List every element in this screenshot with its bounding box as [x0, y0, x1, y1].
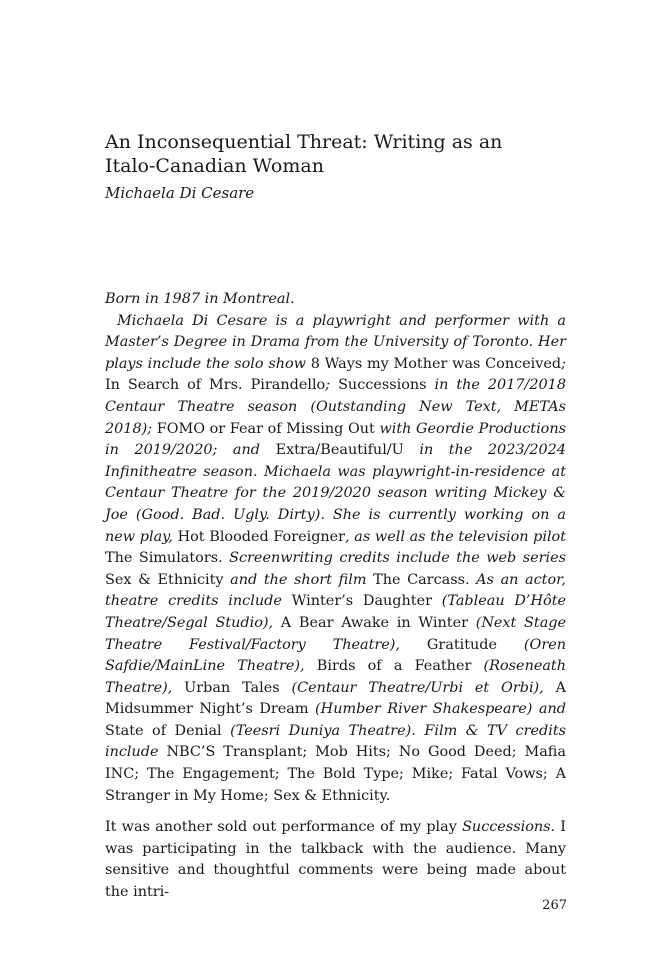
- text-run: (Humber River Shakespeare) and: [308, 701, 566, 718]
- text-run: and the short film: [223, 571, 374, 588]
- text-run: (Oren Safdie/MainLine Theatre),: [105, 636, 566, 675]
- page-number: 267: [542, 898, 567, 913]
- text-run: (Teesri Duniya Theatre). Film & TV credits include: [105, 722, 566, 761]
- text-run: in the 2017/2018 Centaur Theatre season (: [105, 377, 566, 415]
- text-run: A Midsummer Night’s Dream: [105, 679, 566, 718]
- text-run: FOMO or Fear of Missing Out: [156, 420, 375, 437]
- bio-paragraph: [105, 311, 566, 808]
- text-run: It was another sold out performance of my play: [105, 819, 463, 835]
- text-run: , as well as the television pilot: [345, 528, 567, 545]
- text-run: Successions: [338, 377, 427, 394]
- text-run: in the 2023/2024 Infinitheatre season. Michaela was playwright-in-residence at Centaur Theatre for the 2019/2020 season writing Mickey & Joe (Good. Bad. Ugly. Dirty). She is currently working on a new play,: [105, 442, 566, 545]
- text-run: 8 Ways my Mother was Conceived: [310, 355, 562, 372]
- text-run: );: [141, 420, 157, 437]
- text-run: State of Denial: [105, 722, 222, 739]
- body-paragraph: [105, 817, 566, 903]
- text-run: with Geordie Productions in 2019/2020; and: [105, 420, 566, 459]
- text-run: (Roseneath Theatre),: [105, 658, 566, 696]
- text-run: Successions: [462, 819, 551, 835]
- text-run: ;: [561, 355, 567, 372]
- chapter-title: An Inconsequential Threat: Writing as an Italo-Canadian Woman: [105, 131, 503, 177]
- text-run: A Bear Awake in Winter: [280, 614, 468, 631]
- author-bio: [105, 289, 566, 807]
- chapter-author: Michaela Di Cesare: [105, 184, 255, 202]
- text-run: Urban Tales: [184, 679, 280, 696]
- text-run: In Search of Mrs. Pirandello: [105, 377, 326, 394]
- text-run: Sex & Ethnicity: [105, 571, 224, 588]
- text-run: Winter’s Daughter: [291, 593, 432, 610]
- text-run: Outstanding New Text, METAs 2018: [105, 398, 566, 437]
- text-run: ;: [325, 377, 339, 394]
- text-run: (Centaur Theatre/Urbi et Orbi),: [279, 679, 556, 696]
- text-run: (Tableau D’Hôte Theatre/Segal Studio),: [105, 593, 567, 631]
- text-run: The Carcass: [373, 571, 465, 588]
- text-run: Michaela Di Cesare is a playwright and performer with a Master’s Degree in Drama from the University of Toronto. Her plays include the solo show: [105, 312, 566, 372]
- text-run: . As an actor, theatre credits include: [105, 571, 566, 610]
- text-run: Hot Blooded Foreigner: [177, 528, 346, 545]
- text-run: NBC’S Transplant; Mob Hits; No Good Deed; Mafia INC; The Engagement; The Bold Type; Mike; Fatal Vows; A Stranger in My Home; Sex & Ethnicity.: [105, 744, 566, 804]
- text-run: . I was participating in the talkback with the audience. Many sensitive and thoughtful comments were being made about the intri-: [105, 819, 566, 900]
- bio-born-line: Born in 1987 in Montreal.: [105, 291, 295, 307]
- text-run: (Next Stage Theatre Festival/Factory Theatre),: [105, 614, 567, 653]
- text-run: The Simulators: [105, 550, 219, 567]
- text-run: Gratitude: [426, 636, 498, 653]
- text-run: Extra/Beautiful/U: [275, 442, 404, 459]
- text-run: Birds of a Feather: [316, 658, 472, 675]
- text-run: . Screenwriting credits include the web series: [218, 550, 566, 567]
